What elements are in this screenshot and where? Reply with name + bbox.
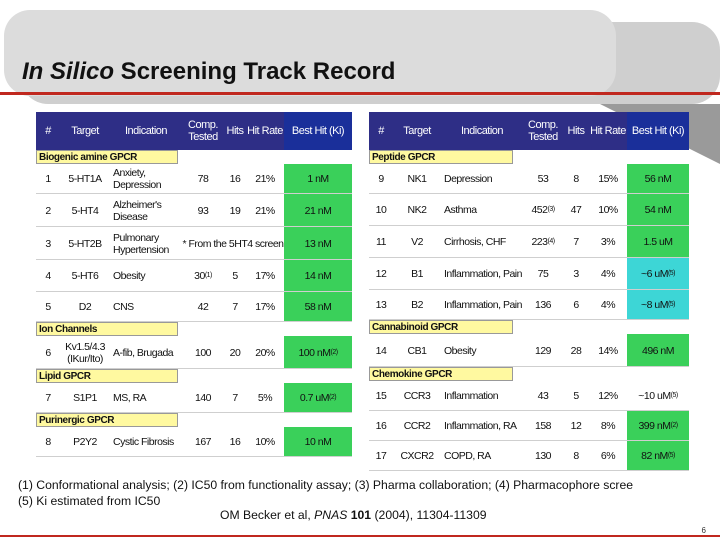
- tested-cell: 100: [194, 346, 212, 359]
- target-cell: 5-HT6: [71, 270, 99, 282]
- hits-cell: 6: [573, 299, 579, 311]
- indication-cell: Anxiety, Depression: [113, 167, 162, 191]
- hit-rate-cell: 21%: [255, 173, 275, 185]
- target-cell: B1: [411, 268, 423, 280]
- tested-cell: 129: [534, 344, 552, 357]
- footnote-marker: (5): [667, 270, 676, 277]
- hit-rate-cell: 4%: [600, 268, 616, 280]
- header-indication: Indication: [460, 125, 504, 137]
- best-hit-cell: ~6 uM (5): [627, 258, 689, 290]
- tested-cell: 158: [534, 420, 552, 432]
- target-cell: Kv1.5/4.3 (IKur/Ito): [65, 340, 105, 365]
- best-hit-cell: 0.7 uM (2): [284, 383, 352, 413]
- hits-cell: 5: [232, 270, 238, 282]
- target-cell: B2: [411, 299, 423, 311]
- table-row: [369, 164, 689, 194]
- tested-cell: 167: [194, 436, 212, 448]
- target-cell: CCR2: [403, 420, 431, 432]
- hit-rate-cell: 3%: [600, 236, 616, 248]
- hit-rate-cell: 15%: [598, 173, 618, 185]
- target-cell: CB1: [407, 344, 427, 357]
- header-target: Target: [403, 125, 431, 137]
- table-row: [369, 290, 689, 320]
- footnote-marker: (2): [329, 394, 337, 401]
- table-row: [36, 194, 352, 227]
- indication-cell: A-fib, Brugada: [113, 346, 174, 359]
- hit-rate-cell: 10%: [255, 436, 275, 448]
- tested-cell: 75: [537, 268, 549, 280]
- footnote-marker: (3): [547, 206, 555, 213]
- section-label: Peptide GPCR: [369, 150, 513, 164]
- section-label: Lipid GPCR: [36, 369, 178, 383]
- hit-rate-cell: 6%: [600, 450, 616, 462]
- tested-cell: 136: [534, 299, 552, 311]
- indication-cell: Pulmonary Hypertension: [113, 231, 169, 256]
- indication-cell: Inflammation, Pain: [444, 268, 522, 280]
- hits-cell: 7: [232, 301, 238, 313]
- target-cell: CCR3: [403, 390, 431, 402]
- hits-cell: 20: [229, 346, 241, 359]
- row-number: 3: [45, 237, 51, 250]
- hits-cell: 16: [229, 436, 241, 448]
- hit-rate-cell: 8%: [600, 420, 616, 432]
- header-best-hit: Best Hit (Ki): [627, 112, 689, 150]
- target-cell: 5-HT4: [71, 204, 99, 217]
- hits-cell: 7: [232, 392, 238, 404]
- section-label: Chemokine GPCR: [369, 367, 513, 381]
- best-hit-cell: 1 nM: [284, 164, 352, 194]
- tested-cell: 78: [197, 173, 209, 185]
- indication-cell: Inflammation, RA: [444, 420, 517, 432]
- page-title: In Silico Screening Track Record: [22, 58, 396, 85]
- footnote-marker: (5): [667, 452, 675, 459]
- row-number: 15: [375, 390, 387, 402]
- header-hits: Hits: [567, 125, 585, 137]
- footnote-line-2: (5) Ki estimated from IC50: [18, 494, 161, 508]
- best-hit-cell: 100 nM (2): [284, 336, 352, 369]
- target-cell: NK1: [407, 173, 427, 185]
- hits-cell: 3: [573, 268, 579, 280]
- header-hits: Hits: [226, 125, 244, 137]
- best-hit-cell: 496 nM: [627, 334, 689, 367]
- title-rule: [0, 92, 720, 95]
- tested-cell: 130: [534, 450, 552, 462]
- indication-cell: Obesity: [113, 270, 146, 282]
- best-hit-cell: 82 nM (5): [627, 441, 689, 471]
- table-row: [36, 260, 352, 292]
- hits-cell: 28: [570, 344, 582, 357]
- target-cell: S1P1: [73, 392, 97, 404]
- tested-cell: 223 (4): [531, 236, 555, 248]
- table-row: [36, 383, 352, 413]
- header-indication: Indication: [124, 125, 168, 137]
- row-number: 11: [376, 236, 386, 248]
- citation: OM Becker et al, PNAS 101 (2004), 11304-11309: [220, 508, 487, 522]
- indication-cell: Inflammation, Pain: [444, 299, 522, 311]
- indication-cell: Obesity: [444, 344, 477, 357]
- best-hit-cell: ~10 uM (5): [638, 390, 678, 402]
- hits-cell: 12: [570, 420, 582, 432]
- hits-cell: 47: [570, 204, 582, 216]
- tested-cell: * From the 5HT4 screen: [182, 237, 284, 250]
- table-row: [369, 441, 689, 471]
- best-hit-cell: 14 nM: [284, 260, 352, 292]
- table-row: [369, 411, 689, 441]
- target-cell: NK2: [407, 204, 427, 216]
- table-header: [369, 112, 689, 150]
- target-cell: V2: [411, 236, 423, 248]
- best-hit-cell: 21 nM: [284, 194, 352, 227]
- best-hit-cell: 58 nM: [284, 292, 352, 322]
- hit-rate-cell: 14%: [598, 344, 618, 357]
- target-cell: 5-HT1A: [68, 173, 102, 185]
- hits-cell: 8: [573, 450, 579, 462]
- header-target: Target: [71, 125, 99, 137]
- row-number: 4: [45, 270, 51, 282]
- tested-cell: 42: [197, 301, 209, 313]
- hit-rate-cell: 12%: [598, 390, 618, 402]
- table-row: [36, 292, 352, 322]
- row-number: 16: [375, 420, 387, 432]
- section-label: Cannabinoid GPCR: [369, 320, 513, 334]
- hits-cell: 19: [229, 204, 241, 217]
- indication-cell: Inflammation: [444, 390, 499, 402]
- indication-cell: Cystic Fibrosis: [113, 436, 174, 448]
- row-number: 9: [378, 173, 384, 185]
- footnote-marker: (2): [670, 422, 678, 429]
- header-hit-rate: Hit Rate: [247, 125, 283, 137]
- target-cell: P2Y2: [73, 436, 97, 448]
- header-hit-rate: Hit Rate: [590, 125, 626, 137]
- section-label: Biogenic amine GPCR: [36, 150, 178, 164]
- section-label: Purinergic GPCR: [36, 413, 178, 427]
- header-comp-tested: Comp. Tested: [188, 119, 218, 143]
- section-label: Ion Channels: [36, 322, 178, 336]
- row-number: 6: [45, 346, 51, 359]
- table-row: [36, 227, 352, 260]
- indication-cell: Depression: [444, 173, 493, 185]
- left-table: [36, 112, 354, 477]
- hits-cell: 5: [573, 390, 579, 402]
- row-number: 12: [375, 268, 387, 280]
- right-table: [369, 112, 689, 477]
- header-number: #: [45, 125, 51, 137]
- tested-cell: 452 (3): [531, 204, 555, 216]
- row-number: 7: [45, 392, 51, 404]
- table-row: [369, 334, 689, 367]
- table-row: [36, 336, 352, 369]
- hits-cell: 16: [229, 173, 241, 185]
- table-row: [369, 226, 689, 258]
- table-row: [36, 427, 352, 457]
- hit-rate-cell: 5%: [257, 392, 273, 404]
- footnote-marker: (5): [670, 392, 678, 399]
- row-number: 10: [375, 204, 387, 216]
- hit-rate-cell: 17%: [255, 301, 275, 313]
- indication-cell: Alzheimer's Disease: [113, 198, 162, 223]
- row-number: 8: [45, 436, 51, 448]
- hit-rate-cell: 20%: [255, 346, 275, 359]
- row-number: 17: [375, 450, 387, 462]
- hits-cell: 7: [573, 236, 579, 248]
- tested-cell: 140: [194, 392, 212, 404]
- table-row: [369, 258, 689, 290]
- best-hit-cell: 399 nM (2): [627, 411, 689, 441]
- best-hit-cell: ~8 uM (5): [627, 290, 689, 320]
- table-row: [369, 381, 689, 411]
- footnote-marker: (4): [547, 238, 555, 245]
- tested-cell: 43: [537, 390, 549, 402]
- row-number: 2: [45, 204, 51, 217]
- row-number: 5: [45, 301, 51, 313]
- indication-cell: CNS: [113, 301, 134, 313]
- header-comp-tested: Comp. Tested: [528, 119, 558, 143]
- header-best-hit: Best Hit (Ki): [284, 112, 352, 150]
- header-number: #: [378, 125, 384, 137]
- indication-cell: Cirrhosis, CHF: [444, 236, 506, 248]
- best-hit-cell: 1.5 uM: [627, 226, 689, 258]
- target-cell: 5-HT2B: [68, 237, 102, 250]
- target-cell: CXCR2: [400, 450, 434, 462]
- page-number: 6: [701, 526, 706, 535]
- row-divider: [369, 470, 689, 471]
- best-hit-cell: 54 nM: [627, 194, 689, 226]
- row-number: 14: [375, 344, 387, 357]
- table-row: [36, 164, 352, 194]
- bottom-rule: [0, 535, 720, 537]
- tested-cell: 93: [197, 204, 209, 217]
- best-hit-cell: 56 nM: [627, 164, 689, 194]
- footnote-marker: (1): [204, 272, 212, 279]
- hit-rate-cell: 10%: [598, 204, 618, 216]
- hits-cell: 8: [573, 173, 579, 185]
- best-hit-cell: 13 nM: [284, 227, 352, 260]
- row-number: 1: [45, 173, 51, 185]
- hit-rate-cell: 21%: [255, 204, 275, 217]
- footnote-line-1: (1) Conformational analysis; (2) IC50 from functionality assay; (3) Pharma collaboration; (4) Pharmacophore scree: [18, 478, 634, 492]
- tested-cell: 53: [537, 173, 549, 185]
- tested-cell: 30 (1): [194, 270, 212, 282]
- row-divider: [36, 456, 352, 457]
- row-number: 13: [375, 299, 387, 311]
- footnote-marker: (5): [667, 301, 676, 308]
- indication-cell: COPD, RA: [444, 450, 491, 462]
- indication-cell: Asthma: [444, 204, 477, 216]
- footnote-marker: (2): [330, 348, 338, 356]
- best-hit-cell: 10 nM: [284, 427, 352, 457]
- indication-cell: MS, RA: [113, 392, 147, 404]
- hit-rate-cell: 4%: [600, 299, 616, 311]
- table-header: [36, 112, 352, 150]
- hit-rate-cell: 17%: [255, 270, 275, 282]
- target-cell: D2: [78, 301, 92, 313]
- table-row: [369, 194, 689, 226]
